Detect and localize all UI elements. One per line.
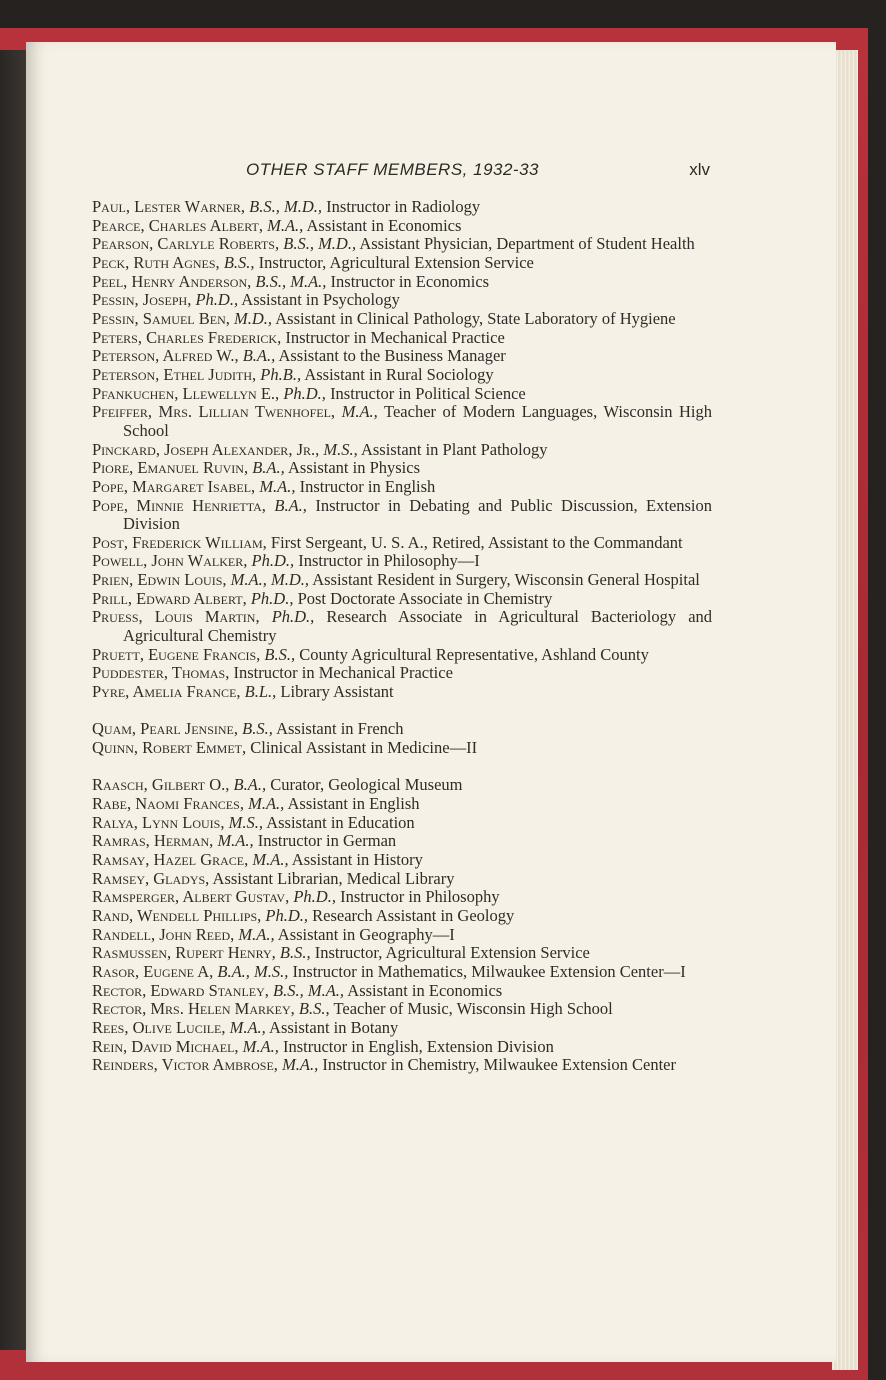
staff-title: Instructor in Philosophy xyxy=(340,887,500,907)
staff-entry xyxy=(92,291,712,310)
staff-degree: B.A., xyxy=(242,346,276,366)
staff-entry xyxy=(92,478,712,497)
staff-title: Assistant in Economics xyxy=(347,980,503,1000)
staff-title: Assistant in Psychology xyxy=(241,290,400,310)
staff-title: County Agricultural Representative, Ashland County xyxy=(299,644,649,664)
staff-entry xyxy=(92,664,712,683)
staff-degree: B.S., M.A., xyxy=(255,271,327,291)
staff-entry xyxy=(92,646,712,665)
staff-entry xyxy=(92,683,712,702)
staff-degree: B.S., M.A., xyxy=(273,980,345,1000)
staff-entry xyxy=(92,907,712,926)
staff-title: Assistant Resident in Surgery, Wisconsin General Hospital xyxy=(312,570,700,590)
staff-degree: M.A., xyxy=(229,1017,266,1037)
staff-degree: Ph.D., xyxy=(283,383,326,403)
staff-degree: M.A., xyxy=(252,849,289,869)
staff-entry xyxy=(92,814,712,833)
staff-degree: Ph.D., xyxy=(271,607,315,627)
staff-title: Assistant Librarian, Medical Library xyxy=(212,868,455,888)
staff-name: Ramsey, Gladys, xyxy=(92,868,210,888)
staff-entry xyxy=(92,608,712,645)
staff-degree: M.A., xyxy=(242,1036,279,1056)
staff-title: Instructor in Mechanical Practice xyxy=(285,327,505,347)
staff-title: Teacher of Music, Wisconsin High School xyxy=(333,999,613,1019)
staff-title: Assistant in Economics xyxy=(306,215,462,235)
staff-name: Rand, Wendell Phillips, xyxy=(92,905,262,925)
page-header xyxy=(246,160,710,184)
staff-entry xyxy=(92,366,712,385)
staff-entry xyxy=(92,720,712,739)
staff-list xyxy=(92,198,712,1075)
staff-title: Assistant in Clinical Pathology, State Laboratory of Hygiene xyxy=(275,308,676,328)
staff-entry xyxy=(92,590,712,609)
staff-entry xyxy=(92,459,712,478)
page-number: xlv xyxy=(689,160,710,179)
staff-name: Randell, John Reed, xyxy=(92,924,235,944)
staff-title: Instructor in English xyxy=(299,476,436,496)
staff-entry xyxy=(92,795,712,814)
staff-entry xyxy=(92,926,712,945)
staff-name: Ramras, Herman, xyxy=(92,831,214,851)
staff-title: Assistant in Rural Sociology xyxy=(304,364,494,384)
staff-name: Paul, Lester Warner, xyxy=(92,197,246,216)
staff-title: Assistant Physician, Department of Student Health xyxy=(359,234,695,254)
staff-degree: Ph.B., xyxy=(260,364,302,384)
staff-name: Post, Frederick William, xyxy=(92,532,267,552)
staff-entry xyxy=(92,217,712,236)
staff-entry xyxy=(92,739,712,758)
staff-degree: Ph.D., xyxy=(265,905,309,925)
staff-name: Pope, Minnie Henrietta, xyxy=(92,495,266,515)
staff-title: Teacher of Modern Languages, Wisconsin High School xyxy=(123,402,713,440)
staff-degree: B.L., xyxy=(244,682,277,702)
staff-name: Ralya, Lynn Louis, xyxy=(92,812,225,832)
staff-name: Pfeiffer, Mrs. Lillian Twenhofel, xyxy=(92,402,336,422)
staff-entry xyxy=(92,851,712,870)
staff-title: Assistant in Geography—I xyxy=(277,924,455,944)
staff-degree: B.S., xyxy=(223,252,255,272)
staff-entry xyxy=(92,235,712,254)
section-gap xyxy=(92,758,712,777)
staff-title: Instructor in Radiology xyxy=(326,197,481,216)
staff-title: Instructor in Political Science xyxy=(330,383,526,403)
staff-degree: B.S., xyxy=(279,943,311,963)
staff-name: Pessin, Joseph, xyxy=(92,290,192,310)
staff-entry xyxy=(92,403,712,440)
staff-name: Prien, Edwin Louis, xyxy=(92,570,227,590)
staff-entry xyxy=(92,441,712,460)
staff-entry xyxy=(92,963,712,982)
staff-name: Pinckard, Joseph Alexander, Jr., xyxy=(92,439,320,459)
staff-name: Peters, Charles Frederick, xyxy=(92,327,282,347)
staff-name: Rees, Olive Lucile, xyxy=(92,1017,226,1037)
staff-title: Instructor in Debating and Public Discussion, Extension Division xyxy=(123,495,713,534)
staff-entry xyxy=(92,776,712,795)
staff-title: Instructor in Mechanical Practice xyxy=(233,663,453,683)
staff-title: First Sergeant, U. S. A., Retired, Assistant to the Commandant xyxy=(270,532,683,552)
staff-entry xyxy=(92,1019,712,1038)
staff-entry xyxy=(92,571,712,590)
staff-title: Assistant in English xyxy=(287,793,420,813)
staff-name: Rein, David Michael, xyxy=(92,1036,239,1056)
running-head: OTHER STAFF MEMBERS, 1932-33 xyxy=(246,160,539,179)
staff-degree: B.S., xyxy=(264,644,296,664)
staff-name: Piore, Emanuel Ruvin, xyxy=(92,458,249,478)
staff-degree: M.A., xyxy=(267,215,304,235)
staff-degree: M.A., xyxy=(282,1055,319,1075)
staff-title: Research Assistant in Geology xyxy=(312,905,515,925)
staff-entry xyxy=(92,254,712,273)
staff-degree: M.A., xyxy=(217,831,254,851)
staff-degree: B.S., M.D., xyxy=(283,234,357,254)
staff-entry xyxy=(92,273,712,292)
staff-entry xyxy=(92,1056,712,1075)
staff-degree: M.S., xyxy=(323,439,358,459)
staff-degree: M.S., xyxy=(228,812,263,832)
staff-title: Curator, Geological Museum xyxy=(270,775,463,795)
staff-name: Pyre, Amelia France, xyxy=(92,682,241,702)
staff-degree: M.A., M.D., xyxy=(230,570,309,590)
staff-name: Prill, Edward Albert, xyxy=(92,588,247,608)
staff-title: Instructor in Economics xyxy=(330,271,490,291)
staff-name: Pruett, Eugene Francis, xyxy=(92,644,261,664)
staff-title: Instructor in English, Extension Division xyxy=(282,1036,554,1056)
staff-title: Instructor in German xyxy=(257,831,397,851)
section-gap xyxy=(92,702,712,721)
staff-name: Peterson, Ethel Judith, xyxy=(92,364,257,384)
staff-entry xyxy=(92,982,712,1001)
staff-name: Powell, John Walker, xyxy=(92,551,248,571)
staff-title: Library Assistant xyxy=(280,682,394,702)
staff-title: Assistant in French xyxy=(276,719,404,739)
staff-degree: M.A., xyxy=(259,476,296,496)
staff-degree: B.A., xyxy=(274,495,307,515)
staff-name: Puddester, Thomas, xyxy=(92,663,230,683)
staff-title: Clinical Assistant in Medicine—II xyxy=(250,738,478,758)
staff-entry xyxy=(92,552,712,571)
staff-name: Pope, Margaret Isabel, xyxy=(92,476,256,496)
staff-name: Quinn, Robert Emmet, xyxy=(92,738,247,758)
staff-name: Peel, Henry Anderson, xyxy=(92,271,252,291)
staff-entry xyxy=(92,497,712,534)
staff-title: Instructor in Philosophy—I xyxy=(298,551,480,571)
staff-name: Peterson, Alfred W., xyxy=(92,346,239,366)
staff-entry xyxy=(92,944,712,963)
staff-degree: Ph.D., xyxy=(293,887,336,907)
staff-name: Raasch, Gilbert O., xyxy=(92,775,230,795)
staff-title: Research Associate in Agricultural Bacteriology and Agricultural Chemistry xyxy=(123,607,713,646)
staff-title: Assistant in Botany xyxy=(269,1017,399,1037)
staff-degree: Ph.D., xyxy=(251,551,295,571)
staff-entry xyxy=(92,870,712,889)
staff-degree: M.A., xyxy=(341,402,378,422)
staff-name: Pearson, Carlyle Roberts, xyxy=(92,234,280,254)
staff-entry xyxy=(92,347,712,366)
staff-entry xyxy=(92,310,712,329)
staff-entry xyxy=(92,1038,712,1057)
staff-entry xyxy=(92,888,712,907)
book-gutter xyxy=(0,50,26,1350)
staff-name: Rasor, Eugene A, xyxy=(92,961,214,981)
staff-title: Instructor, Agricultural Extension Service xyxy=(314,943,590,963)
staff-name: Pruess, Louis Martin, xyxy=(92,607,260,627)
staff-name: Reinders, Victor Ambrose, xyxy=(92,1055,278,1075)
staff-title: Instructor in Mathematics, Milwaukee Extension Center—I xyxy=(292,961,686,981)
staff-entry xyxy=(92,832,712,851)
staff-title: Assistant in History xyxy=(291,849,423,869)
staff-degree: Ph.D., xyxy=(250,588,294,608)
staff-name: Rabe, Naomi Frances, xyxy=(92,793,244,813)
staff-name: Quam, Pearl Jensine, xyxy=(92,719,239,739)
staff-name: Peck, Ruth Agnes, xyxy=(92,252,220,272)
staff-degree: M.A., xyxy=(238,924,275,944)
staff-degree: B.S., M.D., xyxy=(249,197,323,216)
staff-name: Pessin, Samuel Ben, xyxy=(92,308,230,328)
staff-title: Assistant in Education xyxy=(266,812,415,832)
staff-degree: M.D., xyxy=(233,308,273,328)
staff-degree: B.S., xyxy=(298,999,330,1019)
staff-degree: Ph.D., xyxy=(195,290,239,310)
staff-degree: M.A., xyxy=(248,793,285,813)
staff-name: Pearce, Charles Albert, xyxy=(92,215,263,235)
staff-title: Instructor, Agricultural Extension Service xyxy=(258,252,534,272)
staff-entry xyxy=(92,534,712,553)
staff-name: Pfankuchen, Llewellyn E., xyxy=(92,383,280,403)
staff-entry xyxy=(92,1000,712,1019)
staff-name: Rector, Mrs. Helen Markey, xyxy=(92,999,295,1019)
staff-name: Ramsay, Hazel Grace, xyxy=(92,849,249,869)
staff-title: Instructor in Chemistry, Milwaukee Extension Center xyxy=(322,1055,676,1075)
staff-name: Ramsperger, Albert Gustav, xyxy=(92,887,290,907)
staff-name: Rasmussen, Rupert Henry, xyxy=(92,943,276,963)
staff-degree: B.A., xyxy=(233,775,267,795)
staff-entry xyxy=(92,198,712,217)
staff-title: Assistant to the Business Manager xyxy=(278,346,506,366)
staff-degree: B.S., xyxy=(242,719,273,739)
staff-title: Post Doctorate Associate in Chemistry xyxy=(297,588,553,608)
staff-entry xyxy=(92,385,712,404)
staff-title: Assistant in Physics xyxy=(287,458,421,478)
staff-degree: B.A., xyxy=(252,458,285,478)
staff-name: Rector, Edward Stanley, xyxy=(92,980,269,1000)
staff-title: Assistant in Plant Pathology xyxy=(360,439,548,459)
staff-entry xyxy=(92,329,712,348)
staff-degree: B.A., M.S., xyxy=(217,961,289,981)
